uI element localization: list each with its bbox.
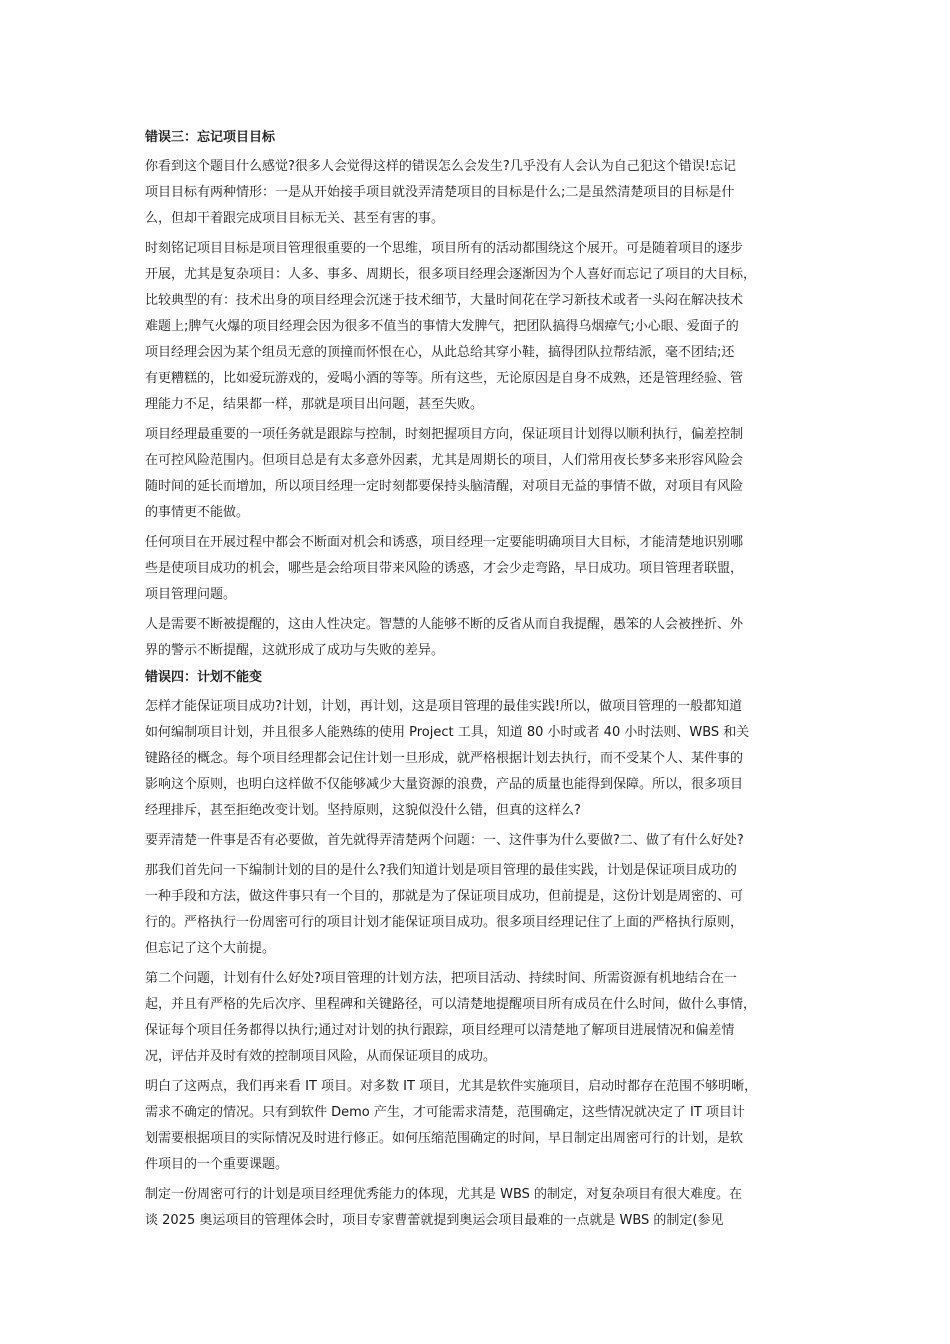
paragraph bbox=[145, 612, 807, 664]
text-line: 时刻铭记项目目标是项目管理很重要的一个思维，项目所有的活动都围绕这个展开。可是随着项目的逐步 bbox=[145, 241, 744, 256]
text-line: 项目经理最重要的一项任务就是跟踪与控制，时刻把握项目方向，保证项目计划得以顺利执行，偏差控制 bbox=[145, 427, 744, 442]
text-line: 行的。严格执行一份周密可行的项目计划才能保证项目成功。很多项目经理记住了上面的严格执行原则， bbox=[145, 915, 744, 930]
text-line: 要弄清楚一件事是否有必要做，首先就得弄清楚两个问题：一、这件事为什么要做?二、做了有什么好处? bbox=[145, 833, 744, 848]
paragraph bbox=[145, 858, 807, 962]
text-line: 理能力不足，结果都一样，那就是项目出问题，甚至失败。 bbox=[145, 397, 484, 412]
paragraph bbox=[145, 1182, 807, 1234]
text-line: 经理排斥，甚至拒绝改变计划。坚持原则，这貌似没什么错，但真的这样么? bbox=[145, 803, 581, 818]
text-line: 如何编制项目计划，并且很多人能熟练的使用 Project 工具，知道 80 小时或者 40 小时法则、WBS 和关 bbox=[145, 725, 750, 740]
paragraph bbox=[145, 694, 807, 824]
text-line: 你看到这个题目什么感觉?很多人会觉得这样的错误怎么会发生?几乎没有人会认为自己犯这个错误!忘记 bbox=[145, 159, 737, 174]
document-page bbox=[145, 128, 807, 1238]
text-line: 有更糟糕的，比如爱玩游戏的，爱喝小酒的等等。所有这些，无论原因是自身不成熟，还是管理经验、管 bbox=[145, 371, 744, 386]
text-line: 界的警示不断提醒，这就形成了成功与失败的差异。 bbox=[145, 643, 445, 658]
text-line: 影响这个原则，也明白这样做不仅能够减少大量资源的浪费，产品的质量也能得到保障。所以，很多项目 bbox=[145, 777, 744, 792]
text-line: 项目经理会因为某个组员无意的顶撞而怀恨在心，从此总给其穿小鞋，搞得团队拉帮结派，毫不团结;还 bbox=[145, 345, 735, 360]
text-line: 明白了这两点，我们再来看 IT 项目。对多数 IT 项目，尤其是软件实施项目，启动时都存在范围不够明晰， bbox=[145, 1079, 758, 1094]
text-line: 况，评估并及时有效的控制项目风险，从而保证项目的成功。 bbox=[145, 1049, 497, 1064]
section-heading: 错误四：计划不能变 bbox=[145, 670, 263, 685]
paragraph bbox=[145, 236, 807, 418]
text-line: 任何项目在开展过程中都会不断面对机会和诱惑，项目经理一定要能明确项目大目标，才能清楚地识别哪 bbox=[145, 535, 744, 550]
text-line: 随时间的延长而增加，所以项目经理一定时刻都要保持头脑清醒，对项目无益的事情不做，对项目有风险 bbox=[145, 479, 744, 494]
paragraph bbox=[145, 530, 807, 608]
text-line: 在可控风险范围内。但项目总是有太多意外因素，尤其是周期长的项目，人们常用夜长梦多来形容风险会 bbox=[145, 453, 744, 468]
paragraph bbox=[145, 966, 807, 1070]
section-heading: 错误三：忘记项目目标 bbox=[145, 130, 276, 145]
text-line: 项目管理问题。 bbox=[145, 587, 237, 602]
paragraph bbox=[145, 828, 807, 854]
text-line: 比较典型的有：技术出身的项目经理会沉迷于技术细节，大量时间花在学习新技术或者一头闷在解决技术 bbox=[145, 293, 744, 308]
text-line: 需求不确定的情况。只有到软件 Demo 产生，才可能需求清楚，范围确定，这些情况就决定了 IT 项目计 bbox=[145, 1105, 745, 1120]
text-line: 难题上;脾气火爆的项目经理会因为很多不值当的事情大发脾气，把团队搞得乌烟瘴气;小心眼、爱面子的 bbox=[145, 319, 739, 334]
text-line: 保证每个项目任务都得以执行;通过对计划的执行跟踪，项目经理可以清楚地了解项目进展情况和偏差情 bbox=[145, 1023, 735, 1038]
section-mistake-four bbox=[145, 668, 807, 1234]
text-line: 件项目的一个重要课题。 bbox=[145, 1157, 289, 1172]
text-line: 制定一份周密可行的计划是项目经理优秀能力的体现，尤其是 WBS 的制定，对复杂项目有很大难度。在 bbox=[145, 1187, 743, 1202]
text-line: 怎样才能保证项目成功?计划，计划，再计划，这是项目管理的最佳实践!所以，做项目管理的一般都知道 bbox=[145, 699, 743, 714]
text-line: 但忘记了这个大前提。 bbox=[145, 941, 276, 956]
text-line: 项目目标有两种情形：一是从开始接手项目就没弄清楚项目的目标是什么;二是虽然清楚项目的目标是什 bbox=[145, 185, 735, 200]
text-line: 开展，尤其是复杂项目：人多、事多、周期长，很多项目经理会逐渐因为个人喜好而忘记了项目的大目标， bbox=[145, 267, 757, 282]
text-line: 谈 2025 奥运项目的管理体会时，项目专家曹蕾就提到奥运会项目最难的一点就是 WBS 的制定(参见 bbox=[145, 1213, 724, 1228]
text-line: 些是使项目成功的机会，哪些是会给项目带来风险的诱惑，才会少走弯路，早日成功。项目管理者联盟， bbox=[145, 561, 744, 576]
text-line: 起，并且有严格的先后次序、里程碑和关键路径，可以清楚地提醒项目所有成员在什么时间，做什么事情， bbox=[145, 997, 757, 1012]
paragraph bbox=[145, 154, 807, 232]
text-line: 一种手段和方法，做这件事只有一个目的，那就是为了保证项目成功，但前提是，这份计划是周密的、可 bbox=[145, 889, 744, 904]
section-mistake-three bbox=[145, 128, 807, 664]
text-line: 的事情更不能做。 bbox=[145, 505, 250, 520]
text-line: 键路径的概念。每个项目经理都会记住计划一旦形成，就严格根据计划去执行，而不受某个人、某件事的 bbox=[145, 751, 744, 766]
paragraph bbox=[145, 422, 807, 526]
paragraph bbox=[145, 1074, 807, 1178]
text-line: 人是需要不断被提醒的，这由人性决定。智慧的人能够不断的反省从而自我提醒，愚笨的人会被挫折、外 bbox=[145, 617, 744, 632]
text-line: 第二个问题，计划有什么好处?项目管理的计划方法，把项目活动、持续时间、所需资源有机地结合在一 bbox=[145, 971, 737, 986]
text-line: 划需要根据项目的实际情况及时进行修正。如何压缩范围确定的时间，早日制定出周密可行的计划，是软 bbox=[145, 1131, 744, 1146]
text-line: 么，但却干着跟完成项目目标无关、甚至有害的事。 bbox=[145, 211, 445, 226]
text-line: 那我们首先问一下编制计划的目的是什么?我们知道计划是项目管理的最佳实践，计划是保证项目成功的 bbox=[145, 863, 737, 878]
